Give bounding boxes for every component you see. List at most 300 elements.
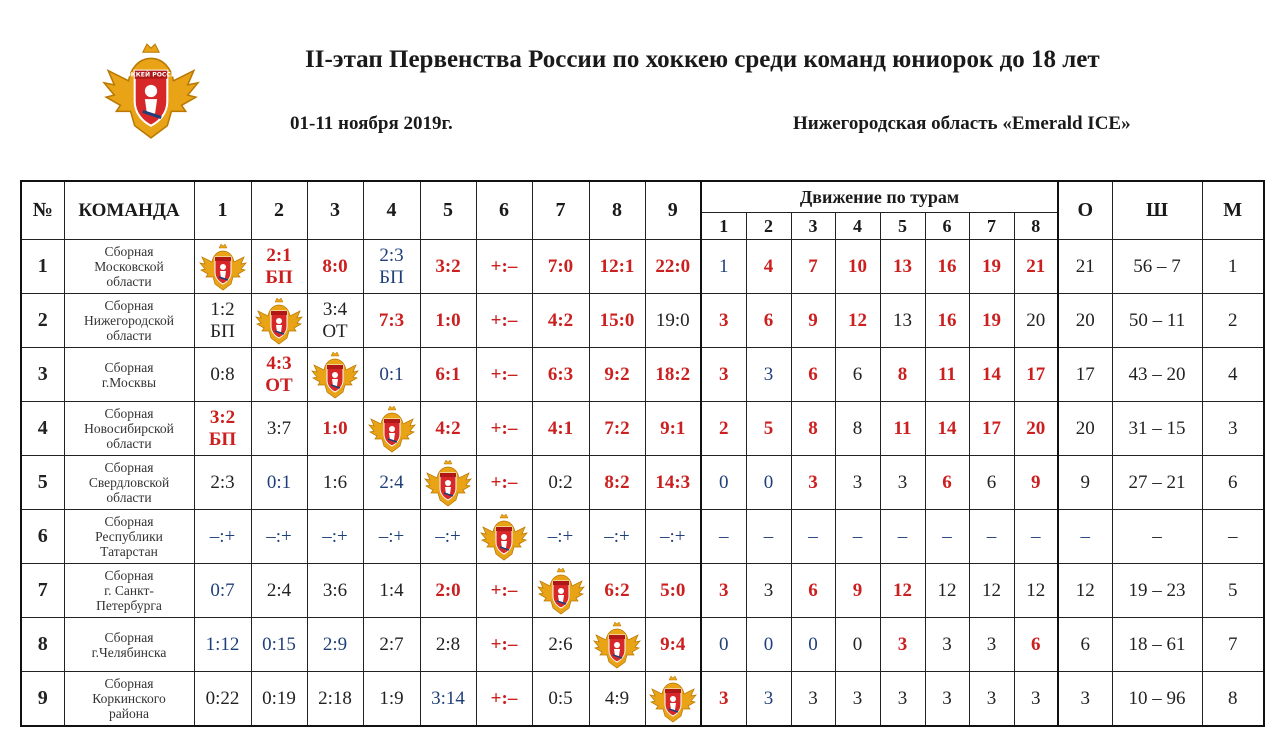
- team-name-line: Сборная: [104, 244, 154, 259]
- result-cell: [476, 402, 532, 456]
- team-number: 2: [21, 294, 64, 348]
- result-cell: [194, 510, 251, 564]
- tour-cell: 11: [880, 402, 925, 456]
- result-cell: [589, 402, 645, 456]
- team-name-line: Сборная: [104, 406, 154, 421]
- result-cell: [589, 240, 645, 294]
- emblem-icon: [198, 242, 248, 292]
- result-score: –:+: [378, 525, 405, 547]
- goals-cell: 31 – 15: [1112, 402, 1202, 456]
- result-score: 6:1: [435, 363, 461, 385]
- result-score: 9:1: [660, 417, 686, 439]
- team-name: [64, 456, 194, 510]
- result-score: 18:2: [655, 363, 691, 385]
- result-score: –:+: [209, 525, 236, 547]
- header-row: [21, 181, 1264, 213]
- result-cell: [363, 456, 420, 510]
- result-cell: [251, 564, 307, 618]
- result-note: БП: [208, 428, 237, 450]
- result-score: 4:9: [604, 687, 630, 709]
- result-score: 2:18: [318, 687, 352, 709]
- goals-cell: 43 – 20: [1112, 348, 1202, 402]
- tour-cell: –: [880, 510, 925, 564]
- result-cell: [363, 672, 420, 727]
- result-cell: [532, 618, 589, 672]
- result-score: +:–: [490, 633, 518, 655]
- tour-cell: 13: [880, 294, 925, 348]
- emblem-icon: [367, 404, 417, 454]
- result-cell: [589, 510, 645, 564]
- header-place: М: [1202, 181, 1264, 240]
- team-name-line: Новосибирской: [84, 421, 174, 436]
- result-score: 1:6: [322, 471, 348, 493]
- result-score: 14:3: [655, 471, 691, 493]
- result-score: 3:7: [266, 417, 292, 439]
- result-cell: [251, 402, 307, 456]
- result-score: 0:1: [379, 363, 404, 385]
- result-score: 3:14: [431, 687, 465, 709]
- result-note: ОТ: [265, 374, 293, 396]
- team-name: [64, 618, 194, 672]
- result-score: –:+: [660, 525, 686, 547]
- result-score: –:+: [266, 525, 292, 547]
- header-opponent-5: 5: [420, 181, 476, 240]
- self-match-cell: [532, 564, 589, 618]
- result-score: 2:6: [548, 633, 573, 655]
- result-score: 2:3: [379, 244, 404, 266]
- result-cell: [194, 294, 251, 348]
- points-cell: 17: [1058, 348, 1112, 402]
- tour-cell: 3: [701, 294, 746, 348]
- result-cell: [532, 672, 589, 727]
- team-row: [21, 564, 1264, 618]
- header-round: 6: [925, 213, 969, 240]
- tour-cell: 17: [1014, 348, 1058, 402]
- team-number: 7: [21, 564, 64, 618]
- tour-cell: 3: [701, 672, 746, 727]
- place-cell: 6: [1202, 456, 1264, 510]
- result-score: 0:7: [210, 579, 235, 601]
- result-score: 7:0: [547, 255, 574, 277]
- result-cell: [251, 240, 307, 294]
- place-cell: 3: [1202, 402, 1264, 456]
- result-cell: [420, 510, 476, 564]
- emblem-icon: [310, 350, 360, 400]
- points-cell: 20: [1058, 402, 1112, 456]
- result-cell: [363, 510, 420, 564]
- tour-cell: 6: [835, 348, 880, 402]
- result-cell: [194, 618, 251, 672]
- result-cell: [532, 240, 589, 294]
- header-opponent-7: 7: [532, 181, 589, 240]
- team-name-line: Сборная: [104, 460, 154, 475]
- tour-cell: 6: [969, 456, 1014, 510]
- team-name-line: г. Санкт-: [104, 583, 154, 598]
- result-cell: [589, 456, 645, 510]
- tour-cell: 9: [791, 294, 835, 348]
- team-row: [21, 348, 1264, 402]
- result-score: 4:2: [547, 309, 574, 331]
- tour-cell: –: [701, 510, 746, 564]
- tour-cell: 3: [880, 672, 925, 727]
- result-cell: [476, 240, 532, 294]
- tour-cell: 12: [1014, 564, 1058, 618]
- result-cell: [307, 618, 363, 672]
- tour-cell: 3: [746, 348, 791, 402]
- tour-cell: 8: [835, 402, 880, 456]
- team-number: 5: [21, 456, 64, 510]
- team-number: 6: [21, 510, 64, 564]
- result-score: 3:2: [209, 406, 236, 428]
- result-score: 2:9: [322, 633, 348, 655]
- header-round: 8: [1014, 213, 1058, 240]
- tour-cell: 14: [925, 402, 969, 456]
- team-name: [64, 294, 194, 348]
- result-cell: [307, 240, 363, 294]
- result-score: 5:0: [660, 579, 686, 601]
- tour-cell: 0: [746, 618, 791, 672]
- tour-cell: –: [835, 510, 880, 564]
- result-score: 4:3: [266, 352, 292, 374]
- self-match-cell: [645, 672, 701, 727]
- result-score: 0:19: [262, 687, 296, 709]
- result-score: 1:0: [322, 417, 348, 439]
- team-number: 1: [21, 240, 64, 294]
- tour-cell: –: [791, 510, 835, 564]
- tour-cell: 3: [835, 456, 880, 510]
- team-row: [21, 402, 1264, 456]
- place-cell: 8: [1202, 672, 1264, 727]
- result-score: 8:2: [604, 471, 630, 493]
- result-cell: [645, 240, 701, 294]
- place-cell: 7: [1202, 618, 1264, 672]
- place-cell: 5: [1202, 564, 1264, 618]
- tour-cell: 0: [835, 618, 880, 672]
- header-round: 7: [969, 213, 1014, 240]
- result-score: 7:2: [604, 417, 630, 439]
- result-note: БП: [379, 266, 404, 288]
- emblem-icon: [423, 458, 473, 508]
- tour-cell: 0: [701, 618, 746, 672]
- result-cell: [532, 402, 589, 456]
- result-cell: [420, 348, 476, 402]
- result-cell: [363, 564, 420, 618]
- result-score: 0:8: [210, 363, 235, 385]
- result-score: 3:6: [322, 579, 348, 601]
- team-name-line: Нижегородской: [84, 313, 174, 328]
- team-row: [21, 510, 1264, 564]
- tour-cell: –: [1014, 510, 1058, 564]
- header-opponent-9: 9: [645, 181, 701, 240]
- result-score: 2:4: [379, 471, 404, 493]
- points-cell: –: [1058, 510, 1112, 564]
- team-row: [21, 618, 1264, 672]
- tour-cell: 16: [925, 240, 969, 294]
- tour-cell: 6: [1014, 618, 1058, 672]
- tour-cell: 5: [746, 402, 791, 456]
- result-score: +:–: [490, 417, 518, 439]
- result-cell: [476, 294, 532, 348]
- goals-cell: 10 – 96: [1112, 672, 1202, 727]
- header-round: 1: [701, 213, 746, 240]
- result-score: 22:0: [655, 255, 691, 277]
- team-name-line: Сборная: [104, 514, 154, 529]
- result-cell: [251, 456, 307, 510]
- team-name-line: Московской: [94, 259, 164, 274]
- points-cell: 6: [1058, 618, 1112, 672]
- team-name-line: района: [109, 706, 149, 721]
- self-match-cell: [307, 348, 363, 402]
- result-cell: [251, 672, 307, 727]
- header-num: №: [21, 181, 64, 240]
- place-cell: –: [1202, 510, 1264, 564]
- emblem-icon: [648, 674, 698, 724]
- self-match-cell: [251, 294, 307, 348]
- team-name-line: области: [106, 328, 152, 343]
- result-score: 2:0: [435, 579, 461, 601]
- team-name-line: Сборная: [104, 629, 154, 645]
- tour-cell: 20: [1014, 294, 1058, 348]
- emblem-lettering: ХОККЕЙ РОССИИ: [120, 71, 182, 79]
- result-cell: [476, 456, 532, 510]
- result-score: 6:2: [604, 579, 630, 601]
- team-number: 8: [21, 618, 64, 672]
- tour-cell: 4: [746, 240, 791, 294]
- result-cell: [645, 510, 701, 564]
- result-note: БП: [210, 320, 235, 342]
- place-cell: 2: [1202, 294, 1264, 348]
- result-cell: [363, 618, 420, 672]
- result-cell: [589, 348, 645, 402]
- tour-cell: 3: [1014, 672, 1058, 727]
- result-score: +:–: [490, 255, 518, 277]
- result-score: 2:8: [435, 633, 461, 655]
- standings-body: [21, 240, 1264, 727]
- goals-cell: 27 – 21: [1112, 456, 1202, 510]
- tour-cell: –: [969, 510, 1014, 564]
- result-cell: [532, 510, 589, 564]
- goals-cell: 56 – 7: [1112, 240, 1202, 294]
- result-cell: [532, 456, 589, 510]
- header-opponent-4: 4: [363, 181, 420, 240]
- team-name: [64, 510, 194, 564]
- result-cell: [645, 402, 701, 456]
- page-title: II-этап Первенства России по хоккею среди команд юниорок до 18 лет: [305, 46, 1100, 73]
- result-cell: [307, 294, 363, 348]
- result-cell: [420, 672, 476, 727]
- self-match-cell: [420, 456, 476, 510]
- result-cell: [194, 348, 251, 402]
- result-score: –:+: [322, 525, 348, 547]
- result-cell: [645, 456, 701, 510]
- result-cell: [645, 348, 701, 402]
- result-score: 19:0: [655, 309, 690, 331]
- result-cell: [476, 564, 532, 618]
- tour-cell: 6: [791, 564, 835, 618]
- result-score: 0:1: [266, 471, 292, 493]
- tour-cell: 0: [701, 456, 746, 510]
- team-name-line: области: [106, 274, 152, 289]
- header-round: 2: [746, 213, 791, 240]
- tour-cell: 3: [746, 672, 791, 727]
- tour-cell: 3: [969, 618, 1014, 672]
- result-cell: [476, 618, 532, 672]
- result-score: 12:1: [599, 255, 635, 277]
- result-score: –:+: [435, 525, 461, 547]
- points-cell: 21: [1058, 240, 1112, 294]
- result-score: 4:2: [435, 417, 461, 439]
- result-cell: [307, 456, 363, 510]
- tour-cell: 3: [835, 672, 880, 727]
- tour-cell: –: [925, 510, 969, 564]
- self-match-cell: [194, 240, 251, 294]
- tour-cell: 3: [880, 456, 925, 510]
- event-venue: Нижегородская область «Emerald ICE»: [793, 113, 1131, 134]
- result-cell: [589, 672, 645, 727]
- points-cell: 12: [1058, 564, 1112, 618]
- team-name-line: г.Москвы: [101, 374, 157, 390]
- team-name-line: Сборная: [104, 359, 154, 375]
- self-match-cell: [476, 510, 532, 564]
- header-opponent-2: 2: [251, 181, 307, 240]
- tour-cell: –: [746, 510, 791, 564]
- tour-cell: 19: [969, 240, 1014, 294]
- header-round: 3: [791, 213, 835, 240]
- result-cell: [589, 564, 645, 618]
- team-name-line: Коркинского: [92, 691, 166, 706]
- tour-cell: 12: [880, 564, 925, 618]
- team-row: [21, 294, 1264, 348]
- header-opponent-8: 8: [589, 181, 645, 240]
- tour-cell: 8: [880, 348, 925, 402]
- result-score: 2:3: [210, 471, 235, 493]
- tour-cell: 3: [701, 348, 746, 402]
- result-score: 3:2: [435, 255, 461, 277]
- result-score: 8:0: [322, 255, 348, 277]
- result-cell: [589, 294, 645, 348]
- team-name-line: области: [106, 490, 152, 505]
- points-cell: 9: [1058, 456, 1112, 510]
- result-cell: [194, 672, 251, 727]
- result-cell: [194, 564, 251, 618]
- result-score: –:+: [547, 525, 574, 547]
- tour-cell: 1: [701, 240, 746, 294]
- header-goals: Ш: [1112, 181, 1202, 240]
- result-cell: [194, 456, 251, 510]
- team-name-line: Свердловской: [88, 475, 170, 490]
- goals-cell: 18 – 61: [1112, 618, 1202, 672]
- result-cell: [420, 240, 476, 294]
- result-score: 1:2: [210, 298, 235, 320]
- result-score: 3:4: [322, 298, 348, 320]
- result-score: 0:2: [548, 471, 573, 493]
- result-cell: [476, 348, 532, 402]
- result-cell: [532, 348, 589, 402]
- tour-cell: 14: [969, 348, 1014, 402]
- result-score: –:+: [604, 525, 630, 547]
- tour-cell: 7: [791, 240, 835, 294]
- team-name-line: Сборная: [104, 568, 154, 583]
- header-round: 5: [880, 213, 925, 240]
- result-cell: [645, 618, 701, 672]
- result-score: 9:4: [660, 633, 686, 655]
- result-cell: [532, 294, 589, 348]
- tour-cell: 3: [701, 564, 746, 618]
- place-cell: 4: [1202, 348, 1264, 402]
- result-cell: [251, 510, 307, 564]
- result-cell: [363, 240, 420, 294]
- team-row: [21, 456, 1264, 510]
- result-score: 9:2: [604, 363, 630, 385]
- tour-cell: 10: [835, 240, 880, 294]
- result-score: 1:4: [379, 579, 404, 601]
- result-score: 2:1: [266, 244, 292, 266]
- tour-cell: 8: [791, 402, 835, 456]
- tour-cell: 3: [925, 618, 969, 672]
- result-cell: [363, 294, 420, 348]
- tour-cell: 3: [746, 564, 791, 618]
- result-score: 1:12: [205, 633, 240, 655]
- tour-cell: 21: [1014, 240, 1058, 294]
- team-name-line: области: [106, 436, 152, 451]
- tour-cell: 9: [1014, 456, 1058, 510]
- header-team: КОМАНДА: [64, 181, 194, 240]
- result-score: 2:4: [266, 579, 292, 601]
- team-number: 4: [21, 402, 64, 456]
- header-opponent-1: 1: [194, 181, 251, 240]
- tour-cell: 3: [969, 672, 1014, 727]
- tour-cell: 17: [969, 402, 1014, 456]
- goals-cell: –: [1112, 510, 1202, 564]
- result-cell: [645, 294, 701, 348]
- team-number: 9: [21, 672, 64, 727]
- result-score: +:–: [490, 363, 518, 385]
- result-score: 0:15: [262, 633, 296, 655]
- goals-cell: 19 – 23: [1112, 564, 1202, 618]
- tour-cell: 13: [880, 240, 925, 294]
- event-dates: 01-11 ноября 2019г.: [290, 113, 453, 134]
- result-score: 4:1: [547, 417, 574, 439]
- result-score: +:–: [490, 309, 518, 331]
- tour-cell: 0: [746, 456, 791, 510]
- result-score: 7:3: [378, 309, 405, 331]
- result-score: +:–: [490, 471, 518, 493]
- header-points: О: [1058, 181, 1112, 240]
- tour-cell: 3: [880, 618, 925, 672]
- team-name-line: Республики: [95, 529, 163, 544]
- tour-cell: 0: [791, 618, 835, 672]
- team-name-line: Сборная: [104, 298, 154, 313]
- header-movement: Движение по турам: [701, 181, 1058, 213]
- result-cell: [307, 564, 363, 618]
- emblem-icon: [592, 620, 642, 670]
- tour-cell: 12: [969, 564, 1014, 618]
- result-cell: [645, 564, 701, 618]
- result-cell: [251, 348, 307, 402]
- tour-cell: 6: [925, 456, 969, 510]
- tour-cell: 2: [701, 402, 746, 456]
- team-name-line: Петербурга: [96, 598, 162, 613]
- header-opponent-6: 6: [476, 181, 532, 240]
- team-name: [64, 240, 194, 294]
- header-round: 4: [835, 213, 880, 240]
- self-match-cell: [589, 618, 645, 672]
- tour-cell: 12: [925, 564, 969, 618]
- team-name: [64, 672, 194, 727]
- team-name: [64, 564, 194, 618]
- team-number: 3: [21, 348, 64, 402]
- result-score: 2:7: [379, 633, 404, 655]
